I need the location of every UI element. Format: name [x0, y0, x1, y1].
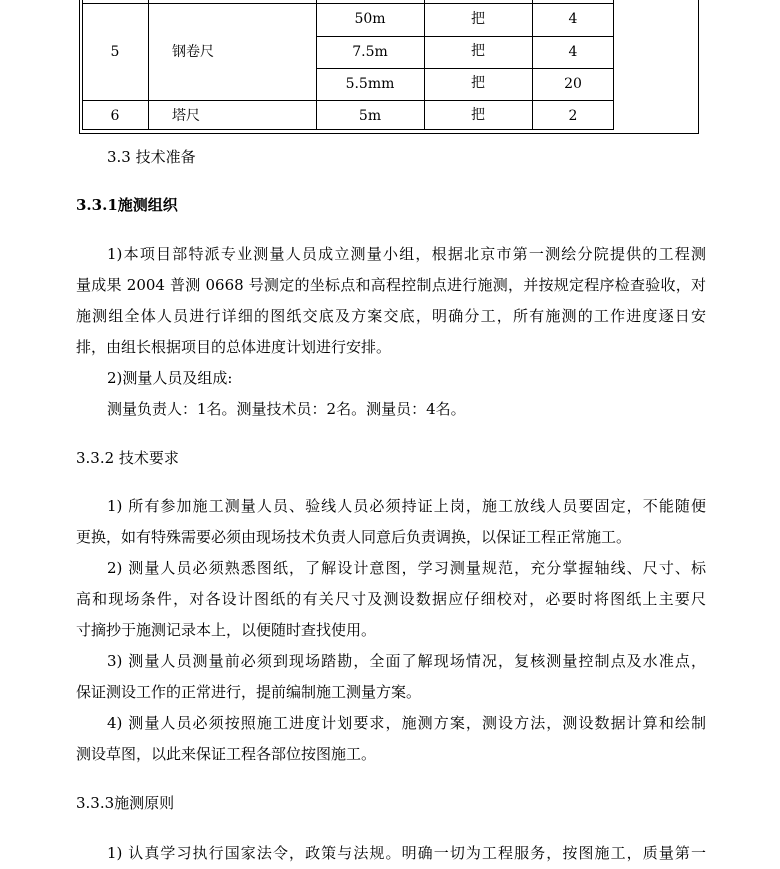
requirement-1 — [76, 491, 706, 553]
paragraph-line: 1) 所有参加施工测量人员、验线人员必须持证上岗，施工放线人员要固定，不能随便 — [107, 497, 706, 515]
paragraph-line: 3) 测量人员测量前必须到现场踏勘，全面了解现场情况，复核测量控制点及水准点， — [107, 652, 706, 670]
staff-heading: 2)测量人员及组成: — [107, 369, 233, 387]
table-cell-unit: 把 — [471, 75, 485, 91]
table-cell-no: 6 — [110, 108, 120, 124]
table-cell-qty: 4 — [568, 11, 578, 27]
section-heading-3-3: 3.3 技术准备 — [107, 148, 196, 166]
table-cell-qty: 4 — [568, 44, 578, 60]
principle-1 — [76, 838, 706, 869]
paragraph-line: 2) 测量人员必须熟悉图纸，了解设计意图，学习测量规范，充分掌握轴线、尺寸、标 — [107, 559, 706, 577]
requirement-2 — [76, 553, 706, 646]
table-cell-unit: 把 — [471, 11, 485, 27]
table-row-divider — [82, 100, 614, 101]
table-cell-spec: 50m — [354, 11, 386, 27]
table-cell-name: 塔尺 — [172, 108, 200, 124]
table-row-divider — [82, 3, 614, 4]
paragraph-line: 量成果 2004 普测 0668 号测定的坐标点和高程控制点进行施测，并按规定程序检查验收，对 — [76, 276, 706, 294]
paragraph-line: 4) 测量人员必须按照施工进度计划要求，施测方案，测设方法，测设数据计算和绘制 — [107, 714, 706, 732]
paragraph-line: 高和现场条件，对各设计图纸的有关尺寸及测设数据应仔细校对，必要时将图纸上主要尺 — [76, 590, 706, 608]
requirement-4 — [76, 708, 706, 770]
paragraph-line: 施测组全体人员进行详细的图纸交底及方案交底，明确分工，所有施测的工作进度逐日安 — [76, 307, 706, 325]
paragraph-line: 1) 认真学习执行国家法令，政策与法规。明确一切为工程服务，按图施工，质量第一 — [107, 844, 706, 862]
table-cell-unit: 把 — [471, 43, 485, 59]
table-row-divider — [316, 36, 614, 37]
paragraph-line: 测设草图，以此来保证工程各部位按图施工。 — [76, 745, 377, 763]
table-cell-qty: 2 — [568, 108, 578, 124]
paragraph-line: 1)本项目部特派专业测量人员成立测量小组，根据北京市第一测绘分院提供的工程测 — [107, 245, 706, 263]
paragraph-line: 保证测设工作的正常进行，提前编制施工测量方案。 — [76, 683, 422, 701]
section-heading-3-3-1: 3.3.1施测组织 — [76, 196, 178, 214]
paragraph-line: 寸摘抄于施测记录本上，以便随时查找使用。 — [76, 621, 377, 639]
table-cell-spec: 7.5m — [352, 44, 388, 60]
table-row-divider — [316, 68, 614, 69]
table-cell-qty: 20 — [564, 76, 582, 92]
paragraph-line: 排，由组长根据项目的总体进度计划进行安排。 — [76, 338, 392, 356]
paragraph-organization — [76, 239, 706, 363]
table-cell-spec: 5m — [358, 108, 382, 124]
staff-counts: 测量负责人：1名。测量技术员：2名。测量员：4名。 — [107, 400, 466, 418]
section-heading-3-3-2: 3.3.2 技术要求 — [76, 449, 179, 467]
requirement-3 — [76, 646, 706, 708]
table-cell-name: 钢卷尺 — [172, 44, 214, 60]
table-col-divider — [148, 0, 149, 130]
table-cell-no: 5 — [110, 44, 120, 60]
table-cell-spec: 5.5mm — [345, 76, 395, 92]
section-heading-3-3-3: 3.3.3施测原则 — [76, 794, 175, 812]
paragraph-line: 更换，如有特殊需要必须由现场技术负责人同意后负责调换，以保证工程正常施工。 — [76, 528, 632, 546]
table-cell-unit: 把 — [471, 107, 485, 123]
